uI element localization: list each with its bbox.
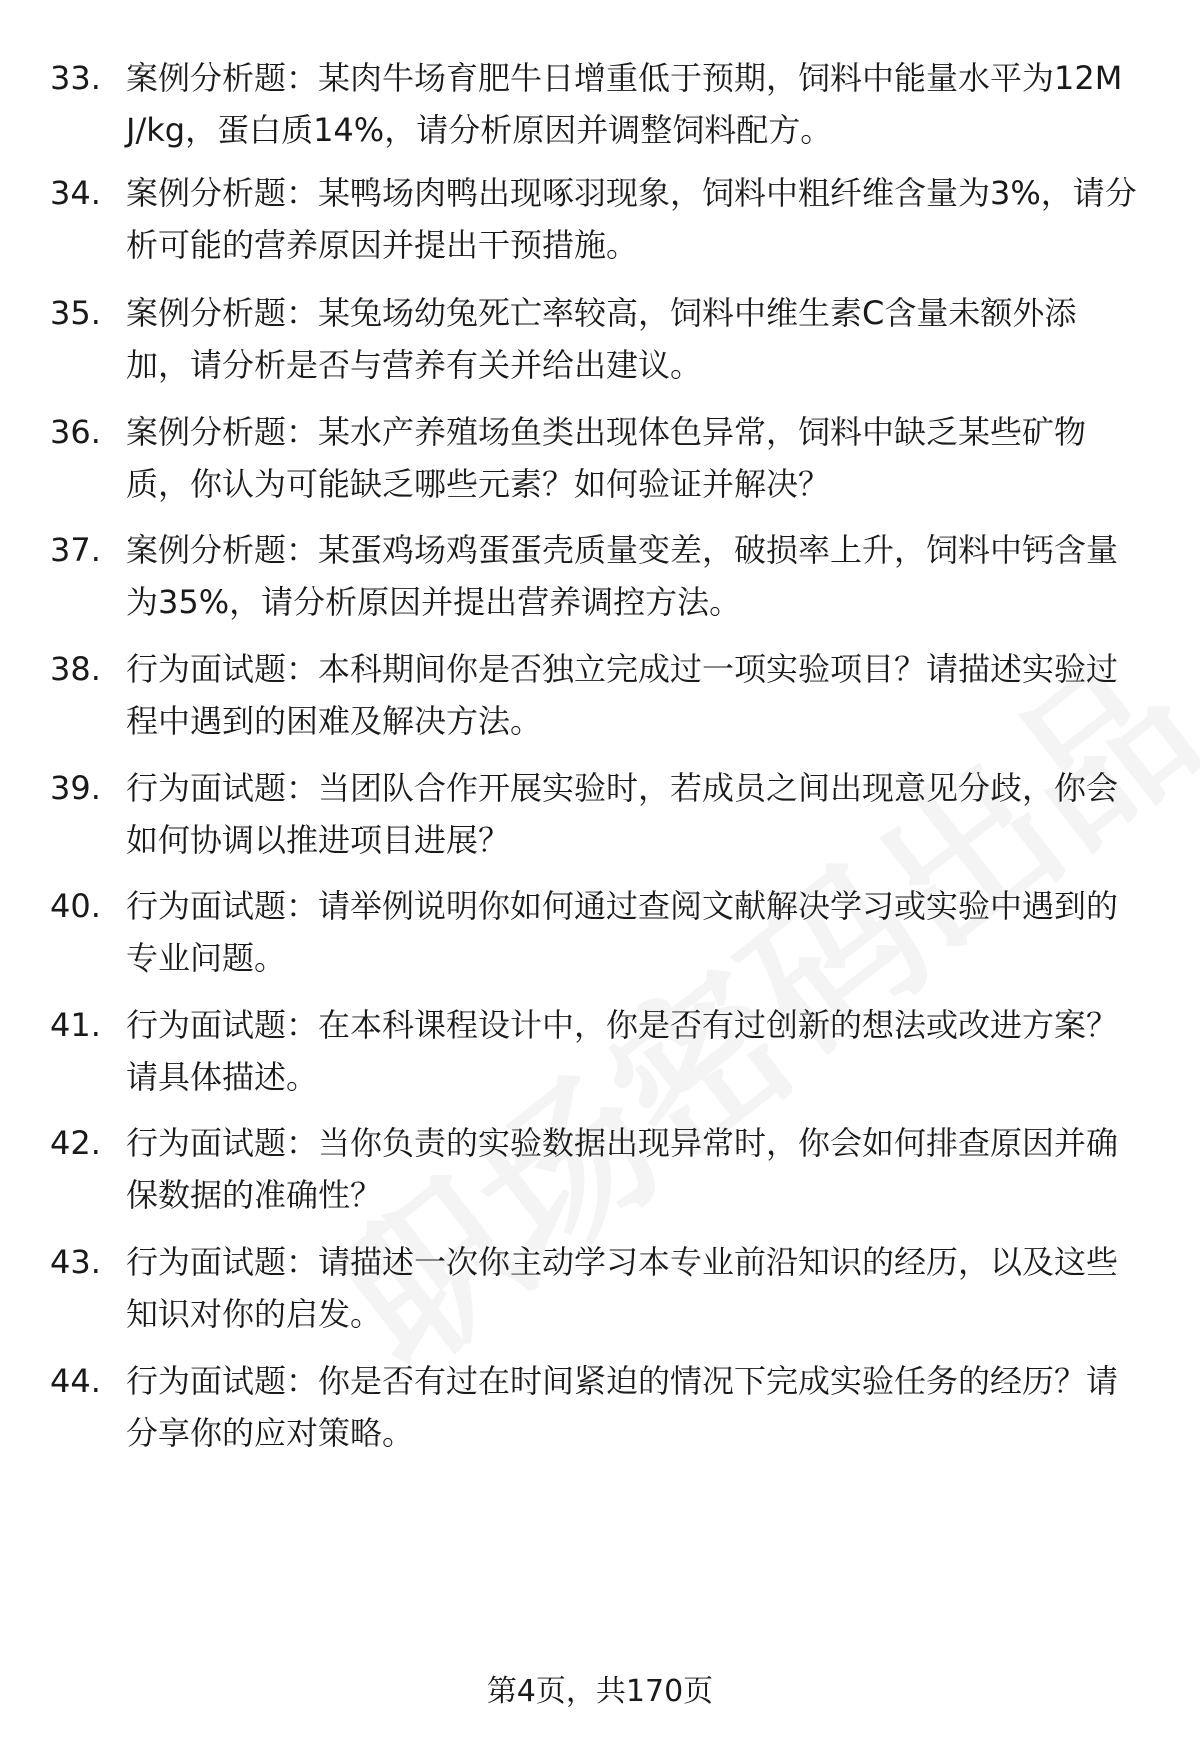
question-text: 行为面试题：在本科课程设计中，你是否有过创新的想法或改进方案？请具体描述。	[126, 1006, 1119, 1096]
question-number: 33.	[50, 59, 101, 97]
question-text: 案例分析题：某蛋鸡场鸡蛋蛋壳质量变差，破损率上升，饲料中钙含量为35%，请分析原因并提出营养调控方法。	[126, 531, 1119, 621]
question-text: 案例分析题：某兔场幼兔死亡率较高，饲料中维生素C含量未额外添加，请分析是否与营养有关并给出建议。	[126, 294, 1077, 384]
question-text: 行为面试题：当团队合作开展实验时，若成员之间出现意见分歧，你会如何协调以推进项目进展？	[126, 769, 1119, 859]
question-text: 行为面试题：你是否有过在时间紧迫的情况下完成实验任务的经历？请分享你的应对策略。	[126, 1362, 1119, 1452]
question-number: 38.	[50, 650, 101, 688]
question-item	[50, 643, 1140, 747]
question-number: 39.	[50, 769, 101, 807]
question-number: 37.	[50, 531, 101, 569]
page-footer: 第4页，共170页	[486, 1674, 714, 1709]
question-item	[50, 1117, 1140, 1221]
question-text: 案例分析题：某水产养殖场鱼类出现体色异常，饲料中缺乏某些矿物质，你认为可能缺乏哪些元素？如何验证并解决？	[126, 413, 1087, 503]
question-item	[50, 762, 1140, 866]
question-item	[50, 999, 1140, 1103]
question-item	[50, 880, 1140, 984]
question-number: 34.	[50, 174, 101, 212]
question-number: 40.	[50, 887, 101, 925]
question-text: 行为面试题：本科期间你是否独立完成过一项实验项目？请描述实验过程中遇到的困难及解决方法。	[126, 650, 1119, 740]
question-number: 35.	[50, 294, 101, 332]
question-item	[50, 1355, 1140, 1459]
question-text: 案例分析题：某肉牛场育肥牛日增重低于预期，饲料中能量水平为12MJ/kg，蛋白质14%，请分析原因并调整饲料配方。	[126, 59, 1123, 149]
question-number: 36.	[50, 413, 101, 451]
question-item	[50, 287, 1140, 391]
question-number: 44.	[50, 1362, 101, 1400]
question-number: 42.	[50, 1124, 101, 1162]
question-number: 43.	[50, 1243, 101, 1281]
question-number: 41.	[50, 1006, 101, 1044]
question-item	[50, 1236, 1140, 1340]
question-item	[50, 52, 1140, 156]
question-text: 案例分析题：某鸭场肉鸭出现啄羽现象，饲料中粗纤维含量为3%，请分析可能的营养原因并提出干预措施。	[126, 174, 1137, 264]
question-item	[50, 524, 1140, 628]
question-item	[50, 167, 1140, 271]
question-text: 行为面试题：当你负责的实验数据出现异常时，你会如何排查原因并确保数据的准确性？	[126, 1124, 1119, 1214]
question-text: 行为面试题：请举例说明你如何通过查阅文献解决学习或实验中遇到的专业问题。	[126, 887, 1119, 977]
question-text: 行为面试题：请描述一次你主动学习本专业前沿知识的经历，以及这些知识对你的启发。	[126, 1243, 1119, 1333]
question-item	[50, 406, 1140, 510]
